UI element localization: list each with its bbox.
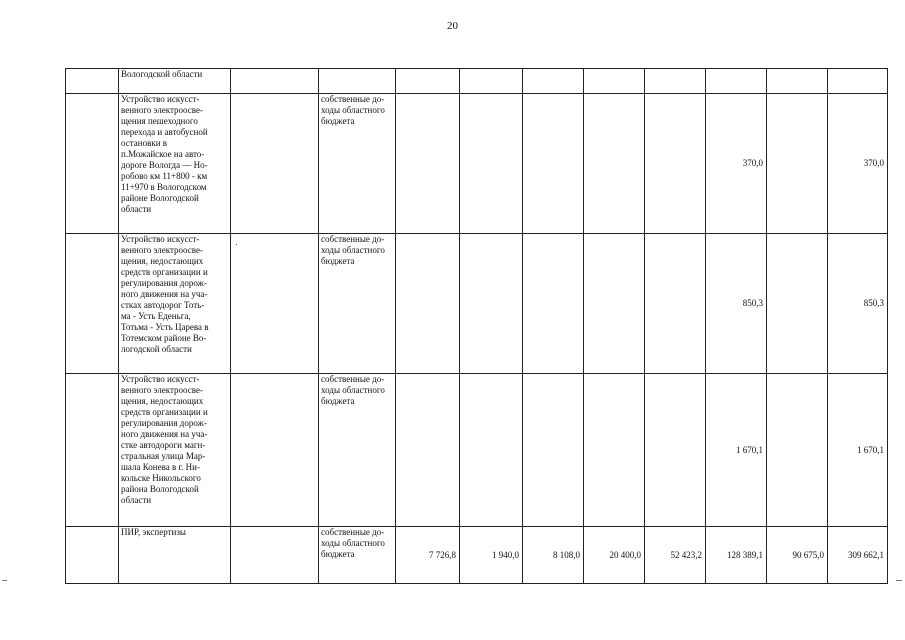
executor-cell [231, 234, 319, 374]
executor-cell [231, 527, 319, 584]
amount-cell-v3 [523, 69, 584, 94]
row-index-cell [66, 527, 119, 584]
table-row [66, 234, 888, 374]
activity-name-cell: ПИР, экспертизы [119, 527, 231, 584]
amount-cell-v5 [645, 234, 706, 374]
amount-cell-v7 [767, 374, 828, 527]
row-index-cell [66, 94, 119, 234]
amount-cell-v1 [396, 94, 460, 234]
table-row [66, 374, 888, 527]
amount-cell-v3 [523, 234, 584, 374]
amount-cell-v5 [645, 94, 706, 234]
table-row [66, 94, 888, 234]
funding-source-cell: собственные до- ходы областного бюджета [319, 94, 396, 234]
amount-cell-v4 [584, 234, 645, 374]
amount-cell-v6: 128 389,1 [706, 527, 767, 584]
amount-cell-v4: 20 400,0 [584, 527, 645, 584]
total-cell: 850,3 [828, 234, 888, 374]
margin-mark-left [2, 580, 7, 581]
amount-cell-v4 [584, 94, 645, 234]
amount-cell-v7 [767, 69, 828, 94]
funding-source-cell: собственные до- ходы областного бюджета [319, 374, 396, 527]
amount-cell-v1: 7 726,8 [396, 527, 460, 584]
total-cell: 1 670,1 [828, 374, 888, 527]
page-number: 20 [447, 20, 458, 32]
amount-cell-v7: 90 675,0 [767, 527, 828, 584]
activity-name-cell: Устройство искусст- венного электроосве- щения, недостающих средств организации и регулирования дорож- ного движения на уча- стке автодороги магн- стральная улица Мар- шала Конева в г. Ни- кольске Никольского района Вологодской области [119, 374, 231, 527]
amount-cell-v5 [645, 374, 706, 527]
amount-cell-v1 [396, 374, 460, 527]
scan-speck [236, 244, 237, 245]
activity-name-cell: Устройство искусст- венного электроосве- щения пешеходного перехода и автобусной остановки в п.Можайское на авто- дороге Вологда — Но- робово км 11+800 - км 11+970 в Вологодском районе Вологодской области [119, 94, 231, 234]
total-cell [828, 69, 888, 94]
executor-cell [231, 374, 319, 527]
amount-cell-v6: 850,3 [706, 234, 767, 374]
executor-cell [231, 69, 319, 94]
funding-source-cell: собственные до- ходы областного бюджета [319, 527, 396, 584]
row-index-cell [66, 374, 119, 527]
amount-cell-v3 [523, 94, 584, 234]
total-cell: 370,0 [828, 94, 888, 234]
amount-cell-v7 [767, 94, 828, 234]
amount-cell-v1 [396, 234, 460, 374]
amount-cell-v2 [460, 94, 523, 234]
amount-cell-v1 [396, 69, 460, 94]
amount-cell-v5: 52 423,2 [645, 527, 706, 584]
activity-name-cell: Вологодской области [119, 69, 231, 94]
amount-cell-v7 [767, 234, 828, 374]
amount-cell-v4 [584, 374, 645, 527]
amount-cell-v4 [584, 69, 645, 94]
funding-source-cell: собственные до- ходы областного бюджета [319, 234, 396, 374]
row-index-cell [66, 234, 119, 374]
amount-cell-v3: 8 108,0 [523, 527, 584, 584]
amount-cell-v2: 1 940,0 [460, 527, 523, 584]
budget-table [65, 68, 888, 584]
activity-name-cell: Устройство искусст- венного электроосве- щения, недостающих средств организации и регулирования дорож- ного движения на уча- стках автодорог Тоть- ма - Усть Еденьга, Тотьма - Усть Царева в Тотемском районе Во- логодской области [119, 234, 231, 374]
total-cell: 309 662,1 [828, 527, 888, 584]
amount-cell-v6: 370,0 [706, 94, 767, 234]
margin-mark-right [896, 580, 902, 581]
amount-cell-v5 [645, 69, 706, 94]
amount-cell-v2 [460, 69, 523, 94]
amount-cell-v2 [460, 234, 523, 374]
amount-cell-v6 [706, 69, 767, 94]
funding-source-cell [319, 69, 396, 94]
amount-cell-v3 [523, 374, 584, 527]
amount-cell-v6: 1 670,1 [706, 374, 767, 527]
row-index-cell [66, 69, 119, 94]
table-row [66, 527, 888, 584]
table-row [66, 69, 888, 94]
amount-cell-v2 [460, 374, 523, 527]
executor-cell [231, 94, 319, 234]
